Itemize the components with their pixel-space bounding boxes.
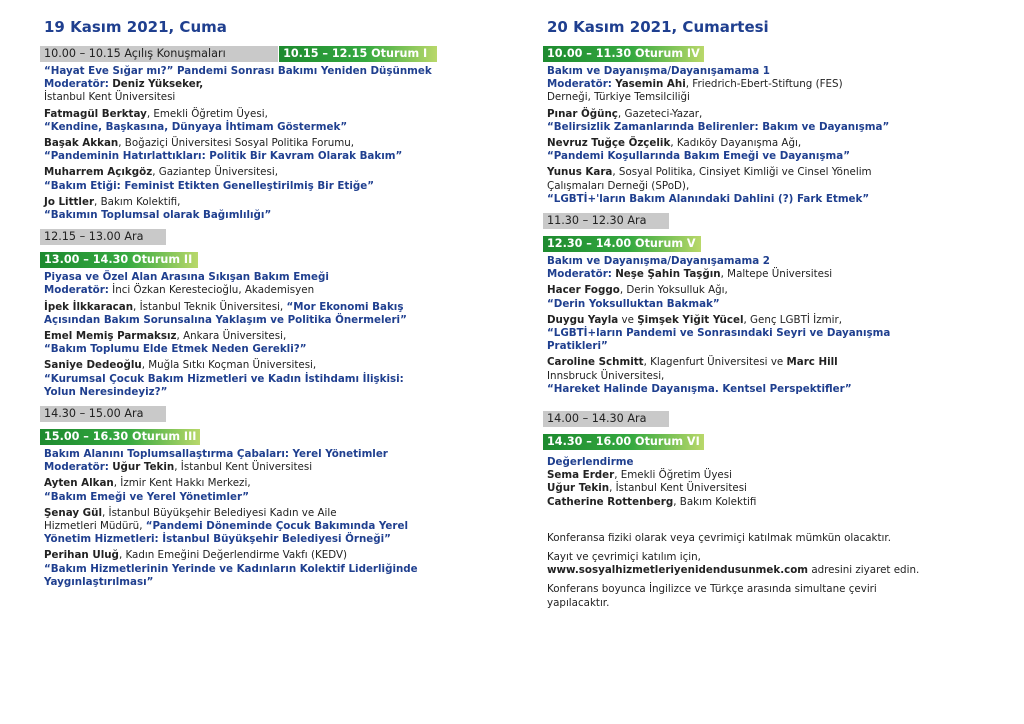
- speaker-affiliation-cont: Çalışmaları Derneği (SPoD),: [547, 179, 690, 192]
- speaker-name: Saniye Dedeoğlu: [44, 359, 142, 372]
- session4-slot: 10.00 – 11.30 Oturum IV: [543, 46, 704, 62]
- registration-suffix: adresini ziyaret edin.: [808, 564, 920, 577]
- speaker-entry: [44, 108, 494, 134]
- speaker-name-2: Marc Hill: [786, 356, 838, 369]
- opening-slot: 10.00 – 10.15 Açılış Konuşmaları: [40, 46, 278, 62]
- moderator-name: Uğur Tekin: [112, 461, 175, 474]
- speaker-affiliation: , Sosyal Politika, Cinsiyet Kimliği ve Cinsel Yönelim: [612, 166, 872, 179]
- break-slot: 11.30 – 12.30 Ara: [543, 213, 669, 229]
- speaker-name: Uğur Tekin: [547, 482, 610, 495]
- talk-title: “Kendine, Başkasına, Dünyaya İhtimam Göstermek”: [44, 120, 348, 133]
- moderator-label: Moderatör:: [44, 284, 109, 297]
- talk-title-cont: Açısından Bakım Sorunsalına Yaklaşım ve Politika Önermeleri”: [44, 313, 407, 326]
- moderator-label: Moderatör:: [547, 78, 612, 91]
- speaker-name: Nevruz Tuğçe Özçelik: [547, 137, 671, 150]
- moderator-affiliation: İstanbul Kent Üniversitesi: [44, 91, 176, 104]
- speaker-entry: [44, 137, 494, 163]
- speaker-affiliation-cont: Hizmetleri Müdürü,: [44, 520, 146, 533]
- speaker-affiliation: , Gazeteci-Yazar,: [617, 107, 703, 120]
- talk-title: “Bakım Hizmetlerinin Yerinde ve Kadınların Kolektif Liderliğinde: [44, 562, 418, 575]
- speaker-affiliation: , Gaziantep Üniversitesi,: [152, 166, 279, 179]
- speaker-name: Emel Memiş Parmaksız: [44, 330, 177, 343]
- speaker-name: Sema Erder: [547, 469, 615, 482]
- speaker-affiliation: , İstanbul Kent Üniversitesi: [609, 482, 747, 495]
- speaker-affiliation: , Genç LGBTİ İzmir,: [743, 313, 843, 326]
- speaker-entry: [44, 330, 494, 356]
- talk-title: “Bakım Emeği ve Yerel Yönetimler”: [44, 490, 250, 503]
- speaker-entry: [44, 549, 494, 589]
- break-slot: 14.00 – 14.30 Ara: [543, 411, 669, 427]
- speaker-entry: [547, 166, 987, 206]
- speaker-entry: [547, 356, 987, 396]
- session6-title: Değerlendirme: [547, 456, 634, 469]
- talk-title: “Pandemi Koşullarında Bakım Emeği ve Dayanışma”: [547, 150, 850, 163]
- talk-title: “Bakımın Toplumsal olarak Bağımlılığı”: [44, 209, 272, 222]
- speaker-affiliation: , Bakım Kolektifi: [673, 495, 757, 508]
- attendance-note: Konferansa fiziki olarak veya çevrimiçi katılmak mümkün olacaktır.: [547, 531, 891, 544]
- talk-title: “Pandeminin Hatırlattıkları: Politik Bir Kavram Olarak Bakım”: [44, 150, 403, 163]
- speaker-affiliation: , Muğla Sıtkı Koçman Üniversitesi,: [141, 359, 317, 372]
- speaker-name: Muharrem Açıkgöz: [44, 166, 153, 179]
- moderator-label: Moderatör:: [44, 78, 109, 91]
- session3-slot: 15.00 – 16.30 Oturum III: [40, 429, 200, 445]
- registration-intro: Kayıt ve çevrimiçi katılım için,: [547, 551, 701, 564]
- speaker-name: Ayten Alkan: [44, 477, 114, 490]
- website-link[interactable]: www.sosyalhizmetleriyenidendusunmek.com: [547, 564, 809, 577]
- speaker-entry: [547, 314, 987, 354]
- day1-heading: 19 Kasım 2021, Cuma: [44, 18, 227, 36]
- speaker-affiliation: , Ankara Üniversitesi,: [176, 330, 287, 343]
- speaker-affiliation: , Kadın Emeğini Değerlendirme Vakfı (KEDV): [118, 549, 348, 562]
- speaker-entry: [547, 108, 987, 134]
- moderator-affiliation: , Maltepe Üniversitesi: [720, 268, 833, 281]
- moderator-label: Moderatör:: [44, 461, 109, 474]
- session5-title: Bakım ve Dayanışma/Dayanışamama 2: [547, 255, 770, 268]
- speaker-affiliation: , Bakım Kolektifi,: [94, 195, 181, 208]
- day1-column: [44, 18, 494, 592]
- speaker-name-2: Şimşek Yiğit Yücel: [637, 313, 744, 326]
- session6-slot: 14.30 – 16.00 Oturum VI: [543, 434, 704, 450]
- day2-heading: 20 Kasım 2021, Cumartesi: [547, 18, 769, 36]
- session1-intro: [44, 65, 494, 105]
- moderator-name: Yasemin Ahi: [615, 78, 686, 91]
- speaker-name: Fatmagül Berktay: [44, 107, 147, 120]
- speaker-affiliation: , Kadıköy Dayanışma Ağı,: [670, 137, 802, 150]
- speaker-name: Başak Akkan: [44, 137, 119, 150]
- talk-title-cont: Yolun Neresindeyiz?”: [44, 385, 168, 398]
- moderator-label: Moderatör:: [547, 268, 612, 281]
- speaker-name: Şenay Gül: [44, 506, 102, 519]
- moderator-details: İnci Özkan Kerestecioğlu, Akademisyen: [108, 284, 315, 297]
- speaker-affiliation: Innsbruck Üniversitesi,: [547, 369, 665, 382]
- speaker-name: Duygu Yayla: [547, 313, 619, 326]
- speaker-name: Perihan Uluğ: [44, 549, 119, 562]
- session1-title: “Hayat Eve Sığar mı?” Pandemi Sonrası Bakımı Yeniden Düşünmek: [44, 65, 432, 77]
- session6-intro: [547, 456, 987, 509]
- talk-title: “Belirsizlik Zamanlarında Belirenler: Bakım ve Dayanışma”: [547, 120, 890, 133]
- speaker-entry: [44, 166, 494, 192]
- speaker-name: Hacer Foggo: [547, 284, 620, 297]
- session5-intro: [547, 255, 987, 281]
- speaker-entry: [44, 477, 494, 503]
- talk-title: “LGBTİ+ların Pandemi ve Sonrasındaki Seyri ve Dayanışma: [547, 327, 891, 340]
- break-slot: 12.15 – 13.00 Ara: [40, 229, 166, 245]
- talk-title: “Bakım Toplumu Elde Etmek Neden Gerekli?”: [44, 343, 307, 356]
- day2-column: [547, 18, 987, 616]
- break-slot: 14.30 – 15.00 Ara: [40, 406, 166, 422]
- session3-intro: [44, 448, 494, 474]
- session2-intro: [44, 271, 494, 297]
- speaker-entry: [44, 507, 494, 547]
- speaker-joiner: , Klagenfurt Üniversitesi ve: [643, 356, 787, 369]
- translation-note: [547, 583, 987, 609]
- talk-title: “LGBTİ+'ların Bakım Alanındaki Dahlini (?) Fark Etmek”: [547, 192, 870, 205]
- session2-slot: 13.00 – 14.30 Oturum II: [40, 252, 198, 268]
- session4-title: Bakım ve Dayanışma/Dayanışamama 1: [547, 65, 770, 77]
- speaker-entry: [44, 301, 494, 327]
- speaker-entry: [547, 284, 987, 310]
- translation-line-2: yapılacaktır.: [547, 596, 610, 609]
- talk-title: “Kurumsal Çocuk Bakım Hizmetleri ve Kadın İstihdamı İlişkisi:: [44, 372, 404, 385]
- speaker-name: Caroline Schmitt: [547, 356, 644, 369]
- speaker-name: Jo Littler: [44, 195, 95, 208]
- talk-title: “Pandemi Döneminde Çocuk Bakımında Yerel: [145, 520, 408, 533]
- speaker-affiliation: , Emekli Öğretim Üyesi,: [146, 107, 268, 120]
- talk-title-cont: Yaygınlaştırılması”: [44, 575, 154, 588]
- translation-line-1: Konferans boyunca İngilizce ve Türkçe arasında simultane çeviri: [547, 583, 877, 596]
- registration-note: [547, 551, 987, 577]
- talk-title: “Hareket Halinde Dayanışma. Kentsel Perspektifler”: [547, 382, 852, 395]
- speaker-name: Yunus Kara: [547, 166, 613, 179]
- talk-title-cont: Pratikleri”: [547, 340, 608, 353]
- speaker-affiliation: , Boğaziçi Üniversitesi Sosyal Politika Forumu,: [118, 137, 355, 150]
- speaker-name: Pınar Öğünç: [547, 107, 618, 120]
- speaker-affiliation: , Emekli Öğretim Üyesi: [614, 469, 732, 482]
- session1-slot: 10.15 – 12.15 Oturum I: [279, 46, 437, 62]
- session2-title: Piyasa ve Özel Alan Arasına Sıkışan Bakım Emeği: [44, 271, 329, 284]
- speaker-affiliation: , İzmir Kent Hakkı Merkezi,: [113, 477, 251, 490]
- talk-title: “Bakım Etiği: Feminist Etikten Genelleştirilmiş Bir Etiğe”: [44, 179, 374, 192]
- talk-title-cont: Yönetim Hizmetleri: İstanbul Büyükşehir Belediyesi Örneği”: [44, 533, 391, 546]
- moderator-affiliation: , Friedrich-Ebert-Stiftung (FES): [685, 78, 843, 91]
- session5-slot: 12.30 – 14.00 Oturum V: [543, 236, 701, 252]
- speaker-entry: [44, 359, 494, 399]
- speaker-affiliation: , Derin Yoksulluk Ağı,: [619, 284, 728, 297]
- moderator-affiliation: , İstanbul Kent Üniversitesi: [174, 461, 313, 474]
- speaker-entry: [547, 137, 987, 163]
- speaker-affiliation: , İstanbul Teknik Üniversitesi,: [133, 300, 287, 313]
- speaker-joiner: ve: [618, 313, 638, 326]
- moderator-affiliation-cont: Derneği, Türkiye Temsilciliği: [547, 91, 690, 104]
- moderator-name: Deniz Yükseker,: [112, 78, 204, 91]
- session3-title: Bakım Alanını Toplumsallaştırma Çabaları: Yerel Yönetimler: [44, 448, 388, 461]
- speaker-entry: [44, 196, 494, 222]
- speaker-affiliation: , İstanbul Büyükşehir Belediyesi Kadın ve Aile: [101, 506, 337, 519]
- session4-intro: [547, 65, 987, 105]
- speaker-name: Catherine Rottenberg: [547, 495, 674, 508]
- talk-title: “Mor Ekonomi Bakış: [286, 300, 404, 313]
- moderator-name: Neşe Şahin Taşğın: [615, 268, 721, 281]
- talk-title: “Derin Yoksulluktan Bakmak”: [547, 297, 720, 310]
- speaker-name: İpek İlkkaracan: [44, 300, 134, 313]
